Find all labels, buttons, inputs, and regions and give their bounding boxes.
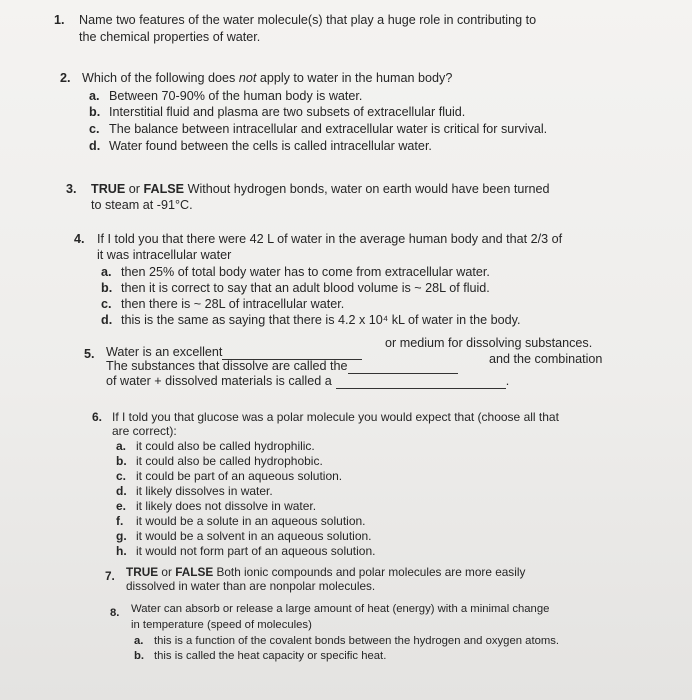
option-text: then it is correct to say that an adult blood volume is ~ 28L of fluid. [121, 281, 490, 295]
question-number: 4. [74, 232, 85, 246]
answer-option[interactable] [116, 468, 342, 484]
option-text: it could also be called hydrophilic. [136, 439, 315, 453]
answer-option[interactable] [116, 438, 315, 454]
option-text: it would be a solvent in an aqueous solution. [136, 529, 372, 543]
question-text-line: dissolved in water than are nonpolar molecules. [126, 579, 376, 593]
option-letter: b. [101, 281, 113, 295]
fill-text: of water + dissolved materials is called a [106, 374, 332, 388]
answer-option[interactable] [89, 121, 547, 137]
question-text-line: Water can absorb or release a large amount of heat (energy) with a minimal change [131, 603, 550, 615]
option-letter: c. [101, 297, 112, 311]
option-text: this is the same as saying that there is 4.2 x 10⁴ kL of water in the body. [121, 313, 521, 327]
answer-option[interactable] [134, 648, 386, 664]
question-number: 8. [110, 607, 120, 619]
question-text-line: or medium for dissolving substances. [385, 336, 593, 350]
option-text: Interstitial fluid and plasma are two subsets of extracellular fluid. [109, 105, 466, 119]
answer-option[interactable] [116, 498, 316, 514]
statement-text: Both ionic compounds and polar molecules are more easily [216, 565, 526, 579]
question-number: 6. [92, 410, 103, 424]
question-text-line: in temperature (speed of molecules) [131, 619, 312, 631]
question-text-line [106, 358, 458, 374]
question-text-line: it was intracellular water [97, 248, 232, 262]
or-label: or [128, 182, 140, 196]
question-text-line: If I told you that glucose was a polar molecule you would expect that (choose all that [112, 410, 559, 424]
or-label: or [161, 565, 172, 579]
option-letter: g. [116, 529, 127, 543]
option-text: Water found between the cells is called intracellular water. [109, 139, 432, 153]
option-text: The balance between intracellular and extracellular water is critical for survival. [109, 122, 548, 136]
question-text-line: and the combination [489, 352, 603, 366]
option-letter: b. [116, 454, 127, 468]
option-text: it would be a solute in an aqueous solution. [136, 514, 366, 528]
answer-option[interactable] [89, 88, 362, 104]
question-text-line: Which of the following does not apply to water in the human body? [82, 71, 453, 85]
answer-option[interactable] [134, 633, 559, 649]
statement-text: Without hydrogen bonds, water on earth would have been turned [187, 182, 550, 196]
option-text: it could also be called hydrophobic. [136, 454, 323, 468]
option-text: then 25% of total body water has to come from extracellular water. [121, 265, 490, 279]
answer-blank[interactable] [336, 376, 506, 389]
option-letter: e. [116, 499, 127, 513]
question-number: 3. [66, 182, 77, 196]
answer-option[interactable] [101, 280, 490, 296]
option-letter: b. [89, 105, 101, 119]
answer-option[interactable] [116, 528, 372, 544]
option-letter: f. [116, 514, 124, 528]
false-label[interactable]: FALSE [143, 182, 185, 196]
question-number: 5. [84, 347, 95, 361]
question-text-line: are correct): [112, 424, 177, 438]
fill-text: Water is an excellent [106, 345, 223, 359]
option-letter: b. [134, 650, 145, 662]
fill-text: The substances that dissolve are called the [106, 359, 348, 373]
option-letter: a. [134, 635, 144, 647]
option-text: it likely does not dissolve in water. [136, 499, 317, 513]
question-text-line: If I told you that there were 42 L of water in the average human body and that 2/3 of [97, 232, 563, 246]
answer-option[interactable] [89, 138, 432, 154]
option-letter: a. [101, 265, 112, 279]
question-text-line [91, 181, 550, 197]
answer-option[interactable] [101, 264, 490, 280]
question-number: 1. [54, 13, 65, 27]
option-letter: a. [116, 439, 127, 453]
option-text: it could be part of an aqueous solution. [136, 469, 343, 483]
answer-option[interactable] [116, 453, 323, 469]
false-label[interactable]: FALSE [175, 565, 214, 579]
option-letter: d. [116, 484, 127, 498]
true-label[interactable]: TRUE [91, 182, 126, 196]
option-text: it likely dissolves in water. [136, 484, 273, 498]
question-number: 2. [60, 71, 71, 85]
option-text: this is a function of the covalent bonds between the hydrogen and oxygen atoms. [154, 635, 560, 647]
option-letter: c. [89, 122, 100, 136]
answer-option[interactable] [116, 513, 366, 529]
question-text-line: to steam at -91°C. [91, 198, 193, 212]
answer-option[interactable] [89, 104, 465, 120]
option-letter: a. [89, 89, 100, 103]
answer-option[interactable] [116, 483, 273, 499]
option-text: it would not form part of an aqueous solution. [136, 544, 376, 558]
option-text: then there is ~ 28L of intracellular water. [121, 297, 345, 311]
answer-option[interactable] [101, 296, 344, 312]
option-text: this is called the heat capacity or specific heat. [154, 650, 387, 662]
question-text-line: Name two features of the water molecule(s) that play a huge role in contributing to [79, 13, 537, 27]
option-letter: c. [116, 469, 127, 483]
question-text-line [106, 373, 509, 389]
true-label[interactable]: TRUE [126, 565, 159, 579]
question-text-line: the chemical properties of water. [79, 30, 261, 44]
option-letter: d. [101, 313, 113, 327]
fill-text: . [505, 374, 510, 388]
option-letter: d. [89, 139, 101, 153]
question-number: 7. [105, 569, 115, 583]
answer-option[interactable] [101, 312, 521, 328]
answer-option[interactable] [116, 543, 375, 559]
option-text: Between 70-90% of the human body is water. [109, 89, 363, 103]
option-letter: h. [116, 544, 127, 558]
